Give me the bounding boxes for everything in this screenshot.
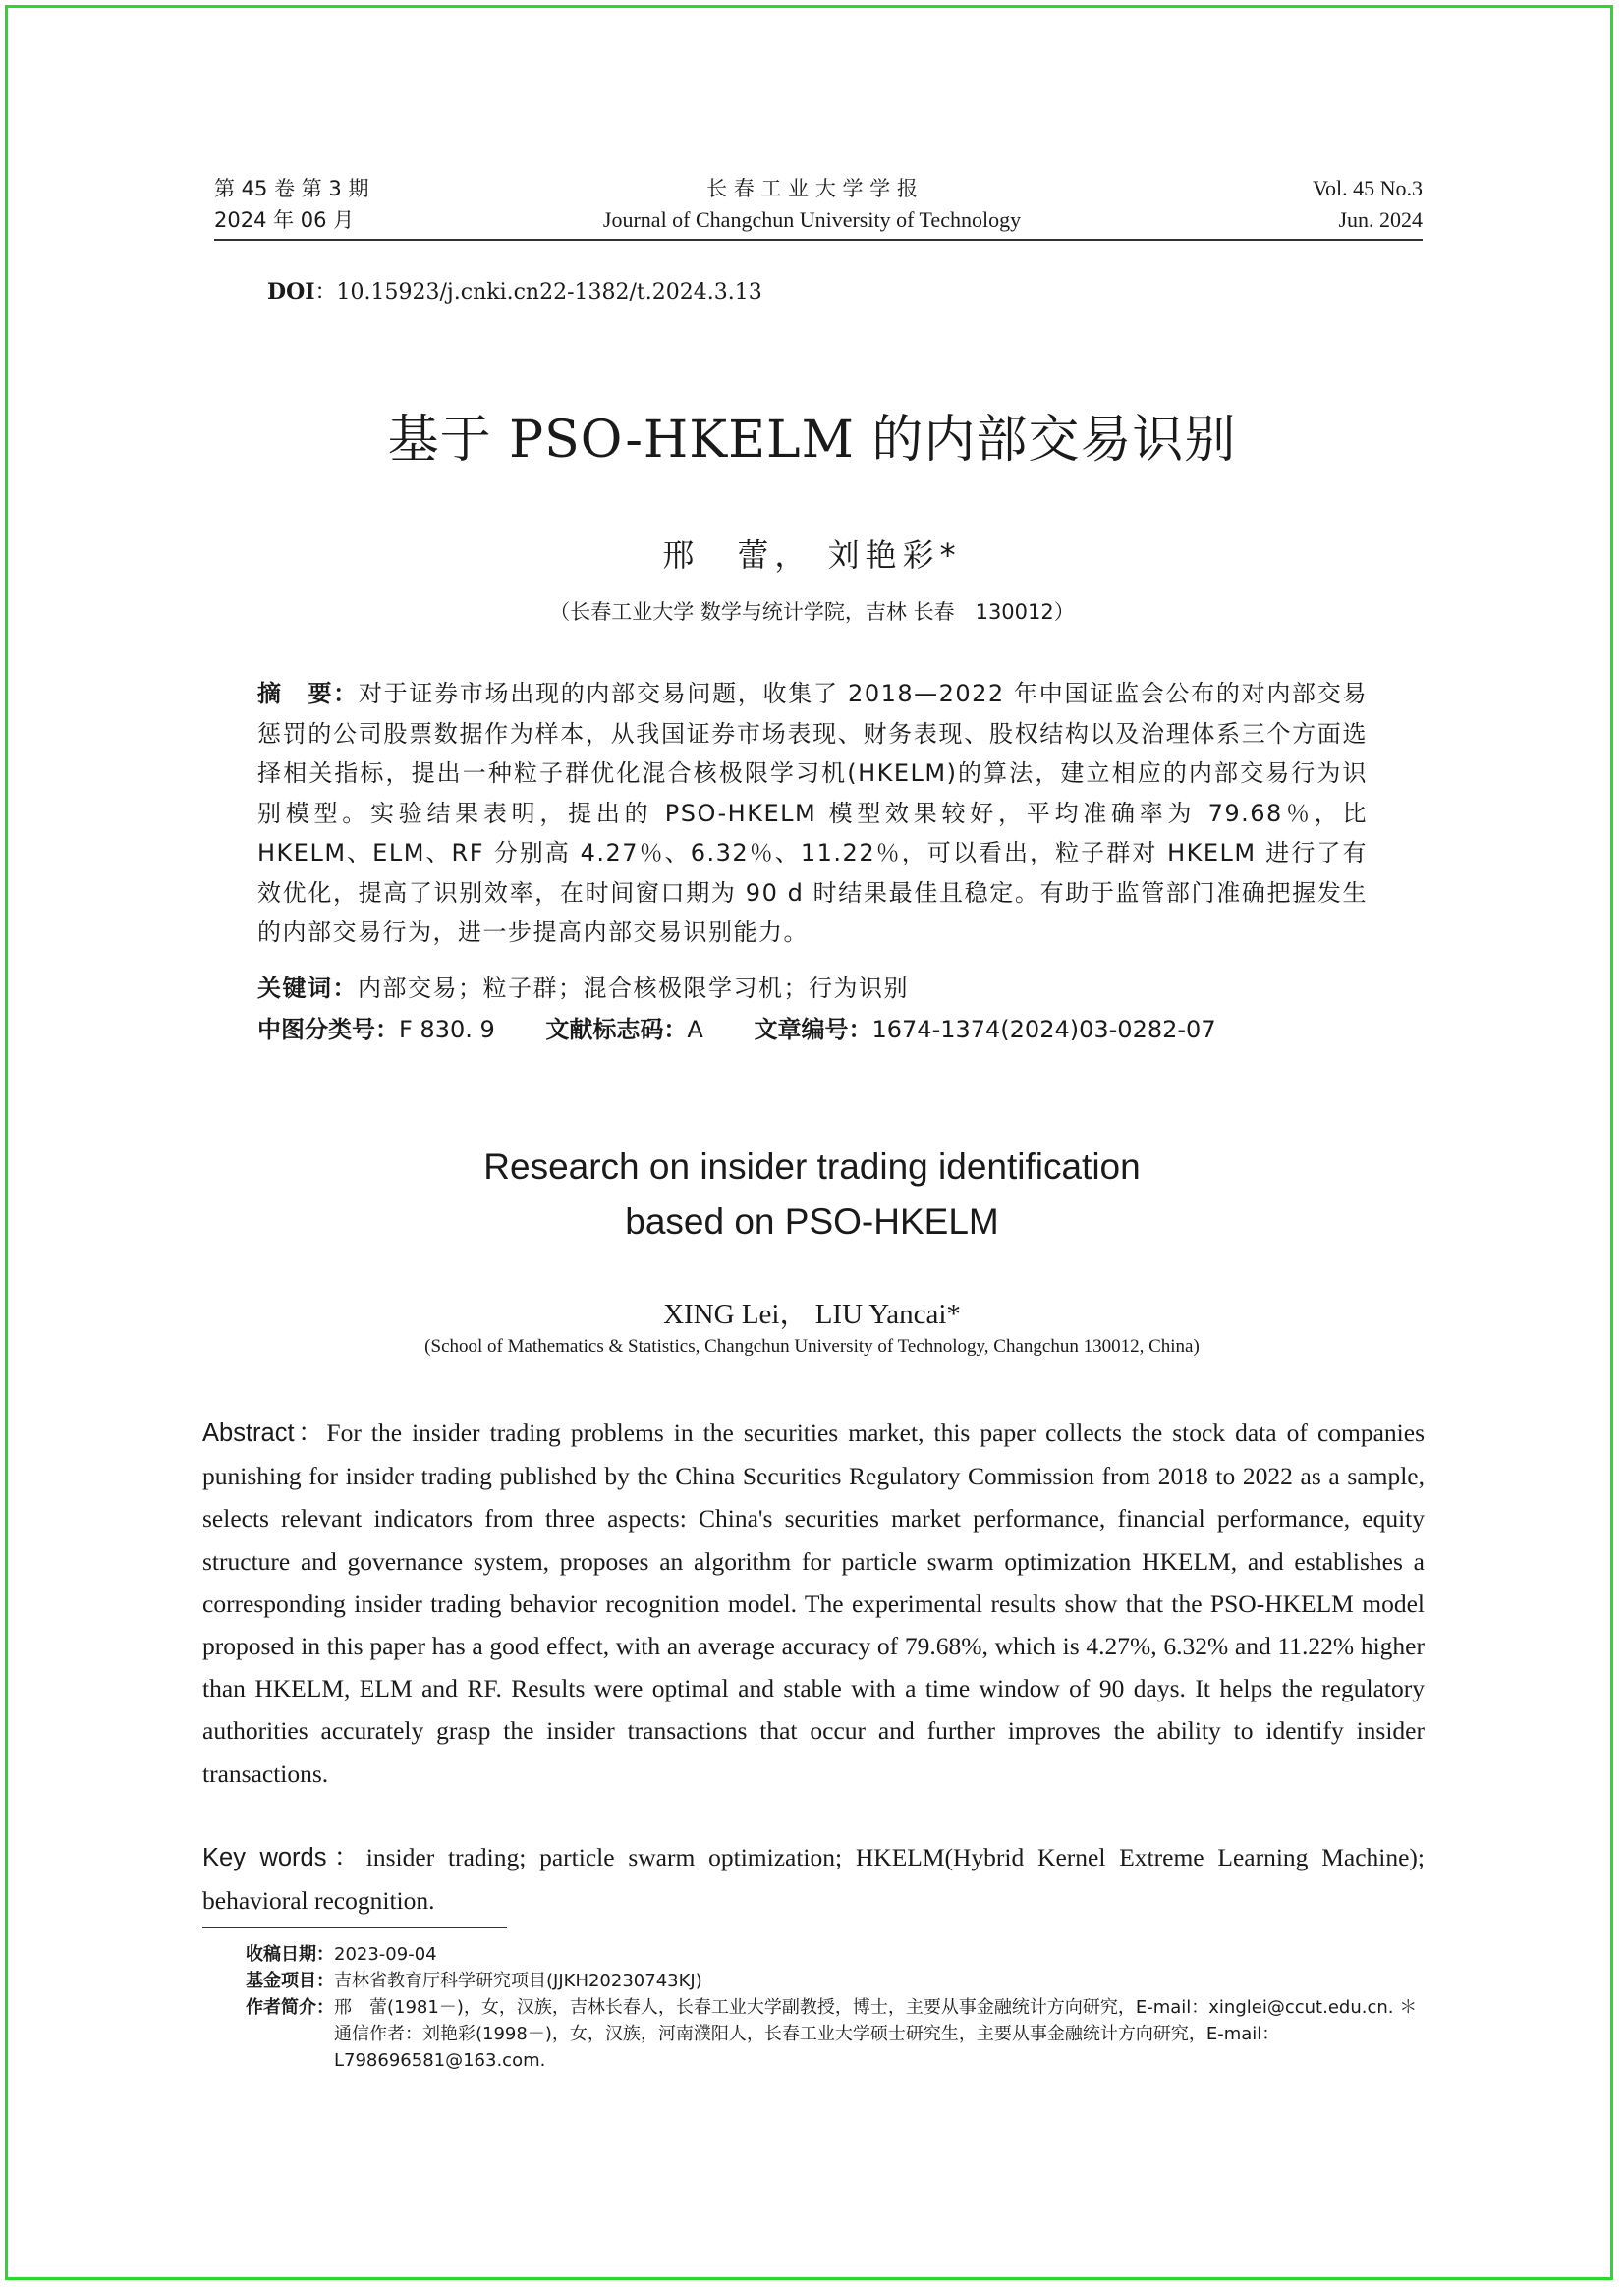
author-label: 作者简介： xyxy=(246,1997,334,2018)
article-number-value: 1674-1374(2024)03-0282-07 xyxy=(871,1016,1216,1043)
article-number-label: 文章编号： xyxy=(754,1016,872,1043)
paper-title-en-line2: based on PSO-HKELM xyxy=(625,1201,999,1242)
abstract-cn-label: 摘 要： xyxy=(257,680,359,707)
abstract-cn-text: 对于证券市场出现的内部交易问题，收集了 2018—2022 年中国证监会公布的对内部交易惩罚的公司股票数据作为样本，从我国证券市场表现、财务表现、股权结构以及治理体系三个方面选择相关指标，提出一种粒子群优化混合核极限学习机(HKELM)的算法，建立相应的内部交易行为识别模型。实验结果表明，提出的 PSO-HKELM 模型效果较好，平均准确率为 79.68％，比 HKELM、ELM、RF 分别高 4.27％、6.32％、11.22％，可以看出，粒子群对 HKELM 进行了有效优化，提高了识别效率，在时间窗口期为 90 d 时结果最佳且稳定。有助于监管部门准确把握发生的内部交易行为，进一步提高内部交易识别能力。 xyxy=(257,680,1368,946)
fund-label: 基金项目： xyxy=(246,1971,334,1991)
classification-cn xyxy=(257,1012,1216,1047)
received-label: 收稿日期： xyxy=(246,1944,334,1965)
header-vol-no: Vol. 45 No.3 xyxy=(1312,176,1423,200)
fund-value: 吉林省教育厅科学研究项目(JJKH20230743KJ) xyxy=(334,1971,702,1991)
clc-label: 中图分类号： xyxy=(257,1016,399,1043)
abstract-cn xyxy=(257,674,1368,953)
journal-name-en: Journal of Changchun University of Technology xyxy=(602,207,1022,232)
footnote-rule xyxy=(202,1927,507,1928)
footnote-received xyxy=(246,1941,1425,1968)
keywords-en xyxy=(202,1836,1425,1922)
paper-title-en-line1: Research on insider trading identification xyxy=(483,1146,1141,1187)
doi-value: ：10.15923/j.cnki.cn22-1382/t.2024.3.13 xyxy=(314,280,762,305)
footnotes xyxy=(246,1941,1425,2074)
affiliation-en: (School of Mathematics & Statistics, Changchun University of Technology, Changchun 130012, China) xyxy=(424,1336,1200,1357)
affiliation-cn: （长春工业大学 数学与统计学院，吉林 长春 130012） xyxy=(549,600,1075,624)
doi-label: DOI xyxy=(267,279,315,305)
paper-title-en xyxy=(0,1140,1624,1250)
keywords-en-label: Key words xyxy=(202,1844,327,1871)
header-rule xyxy=(214,239,1423,241)
abstract-en-label: Abstract xyxy=(202,1420,295,1447)
authors-cn: 邢 蕾， 刘艳彩* xyxy=(662,536,962,574)
authors-en: XING Lei， LIU Yancai* xyxy=(663,1299,961,1330)
keywords-en-text: ：insider trading; particle swarm optimization; HKELM(Hybrid Kernel Extreme Learning Machine); behavioral recognition. xyxy=(202,1843,1425,1916)
header-date-cn: 2024 年 06 月 xyxy=(214,208,355,232)
keywords-cn-text: 内部交易；粒子群；混合核极限学习机；行为识别 xyxy=(358,975,909,1002)
keywords-cn xyxy=(257,971,909,1006)
doi-line xyxy=(267,275,762,306)
journal-name-cn: 长 春 工 业 大 学 学 报 xyxy=(706,177,918,200)
doc-code-label: 文献标志码： xyxy=(545,1016,688,1043)
paper-title-cn: 基于 PSO-HKELM 的内部交易识别 xyxy=(387,411,1237,470)
abstract-en-text: ：For the insider trading problems in the securities market, this paper collects the stock data of companies punishing for insider trading published by the China Securities Regulatory Commission from 2018 to 2022 as a sample, selects relevant indicators from three aspects: China's securities market performance, financial performance, equity structure and governance system, proposes an algorithm for particle swarm optimization HKELM, and establishes a corresponding insider trading behavior recognition model. The experimental results show that the PSO-HKELM model proposed in this paper has a good effect, with an average accuracy of 79.68%, which is 4.27%, 6.32% and 11.22% higher than HKELM, ELM and RF. Results were optimal and stable with a time window of 90 days. It helps the regulatory authorities accurately grasp the insider transactions that occur and further improves the ability to identify insider transactions. xyxy=(202,1419,1425,1788)
received-value: 2023-09-04 xyxy=(334,1944,437,1965)
footnote-author xyxy=(246,1994,1425,2074)
abstract-en xyxy=(202,1412,1425,1795)
footnote-fund xyxy=(246,1968,1425,1994)
keywords-cn-label: 关键词： xyxy=(257,975,358,1002)
author-value: 邢 蕾(1981－)，女，汉族，吉林长春人，长春工业大学副教授，博士，主要从事金融统计方向研究，E-mail：xinglei@ccut.edu.cn. ＊通信作者：刘艳彩(1998－)，女，汉族，河南濮阳人，长春工业大学硕士研究生，主要从事金融统计方向研究，E-mail：L798696581@163.com. xyxy=(334,1997,1418,2071)
header-date-en: Jun. 2024 xyxy=(1338,207,1423,232)
clc-value: F 830. 9 xyxy=(399,1016,495,1043)
header-right xyxy=(1313,173,1423,236)
doc-code-value: A xyxy=(687,1016,703,1043)
header-volume-issue: 第 45 卷 第 3 期 xyxy=(214,177,369,200)
